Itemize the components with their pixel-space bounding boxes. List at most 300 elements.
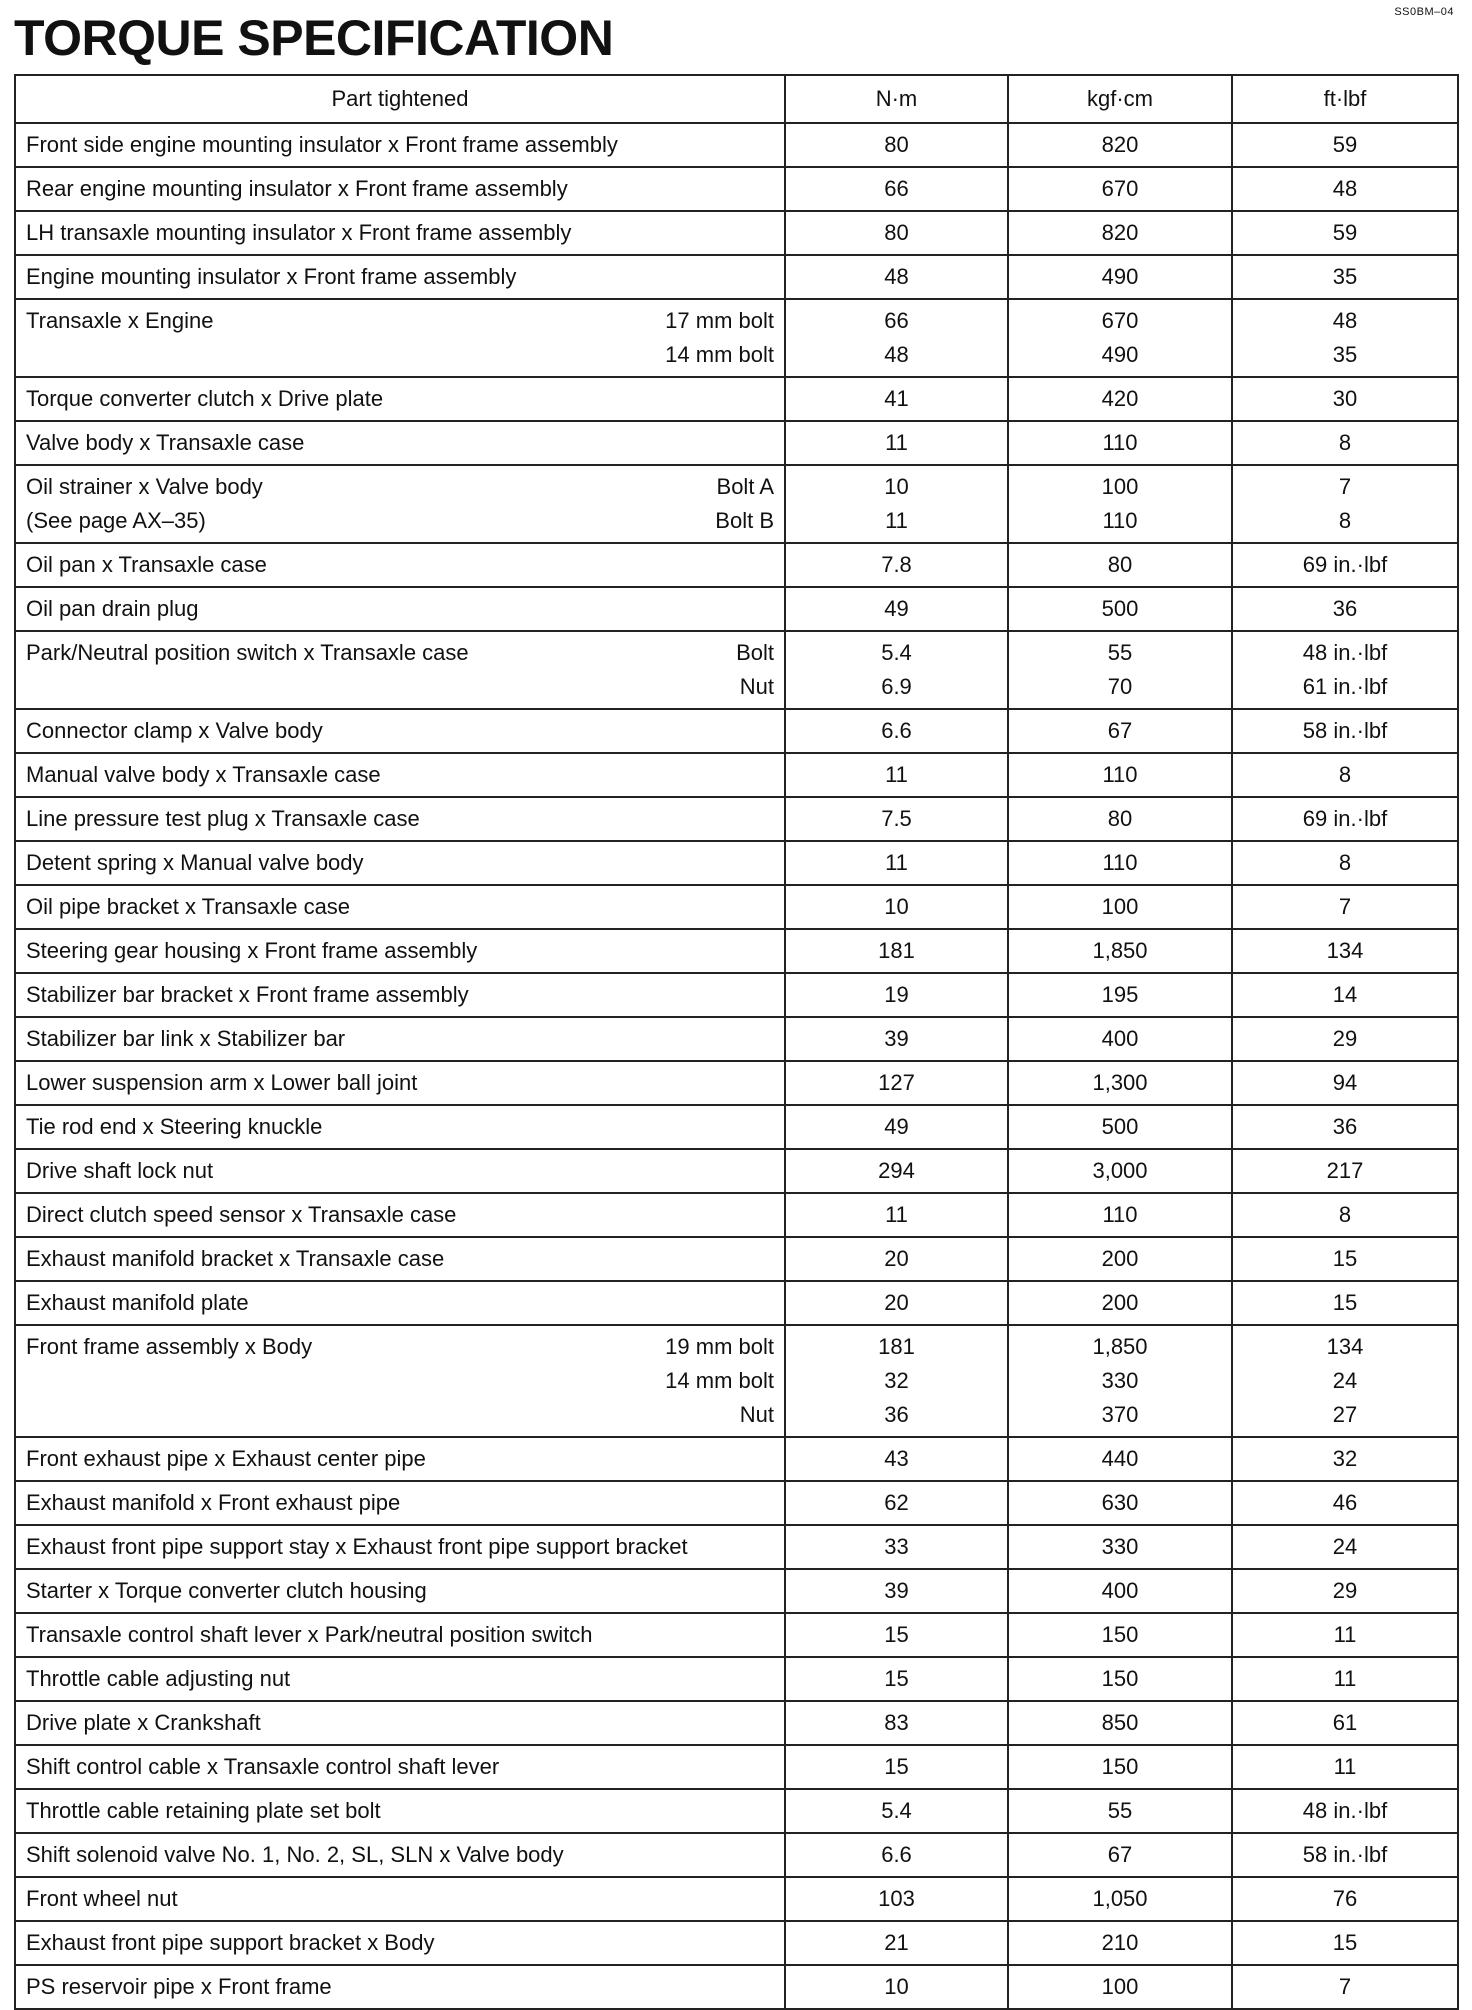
table-body	[15, 123, 1458, 2009]
table-row	[15, 465, 1458, 543]
part-line	[26, 1198, 774, 1232]
ftlbf-cell	[1232, 1061, 1458, 1105]
table-row	[15, 1657, 1458, 1701]
kgfcm-value: 420	[1101, 386, 1139, 411]
nm-cell	[785, 1105, 1008, 1149]
table-row	[15, 1921, 1458, 1965]
nm-cell	[785, 377, 1008, 421]
part-label: PS reservoir pipe x Front frame	[26, 1974, 332, 1999]
table-row	[15, 1281, 1458, 1325]
part-label: LH transaxle mounting insulator x Front frame assembly	[26, 220, 572, 245]
nm-cell	[785, 1437, 1008, 1481]
table-row	[15, 631, 1458, 709]
part-line	[26, 1242, 774, 1276]
part-cell	[15, 1569, 785, 1613]
part-label: Lower suspension arm x Lower ball joint	[26, 1070, 418, 1095]
kgfcm-value: 110	[1102, 762, 1138, 787]
ftlbf-value: 48 in.·lbf	[1302, 640, 1388, 665]
kgfcm-value: 80	[1107, 806, 1133, 831]
ftlbf-cell	[1232, 1745, 1458, 1789]
kgfcm-value: 490	[1101, 342, 1139, 367]
ftlbf-cell	[1232, 1281, 1458, 1325]
part-cell	[15, 211, 785, 255]
ftlbf-value: 58 in.·lbf	[1302, 1842, 1388, 1867]
ftlbf-value: 11	[1333, 1622, 1357, 1647]
header-part-tightened: Part tightened	[15, 75, 785, 123]
part-line	[26, 260, 774, 294]
part-label: Connector clamp x Valve body	[26, 718, 323, 743]
table-row	[15, 1193, 1458, 1237]
part-label: Engine mounting insulator x Front frame assembly	[26, 264, 517, 289]
part-label: Rear engine mounting insulator x Front frame assembly	[26, 176, 568, 201]
part-line	[26, 1110, 774, 1144]
part-label: Exhaust front pipe support stay x Exhaust front pipe support bracket	[26, 1534, 688, 1559]
nm-cell	[785, 421, 1008, 465]
nm-value: 43	[884, 1446, 909, 1471]
nm-cell	[785, 1481, 1008, 1525]
part-cell	[15, 973, 785, 1017]
part-cell	[15, 1193, 785, 1237]
ftlbf-value: 8	[1338, 762, 1352, 787]
kgfcm-cell	[1008, 1965, 1232, 2009]
ftlbf-cell	[1232, 1105, 1458, 1149]
kgfcm-value: 195	[1101, 982, 1139, 1007]
kgfcm-cell	[1008, 753, 1232, 797]
table-row	[15, 123, 1458, 167]
part-line	[26, 382, 774, 416]
ftlbf-value: 7	[1338, 1974, 1352, 1999]
part-label: Shift solenoid valve No. 1, No. 2, SL, SLN x Valve body	[26, 1842, 564, 1867]
nm-value: 6.6	[881, 718, 912, 743]
kgfcm-value: 150	[1101, 1622, 1139, 1647]
part-label: Starter x Torque converter clutch housing	[26, 1578, 427, 1603]
kgfcm-value: 80	[1107, 552, 1133, 577]
nm-value: 80	[884, 132, 909, 157]
ftlbf-cell	[1232, 1481, 1458, 1525]
kgfcm-cell	[1008, 1237, 1232, 1281]
kgfcm-cell	[1008, 1657, 1232, 1701]
kgfcm-cell	[1008, 211, 1232, 255]
nm-value: 83	[884, 1710, 909, 1735]
nm-cell	[785, 1921, 1008, 1965]
nm-value: 5.4	[881, 640, 912, 665]
nm-value: 11	[885, 430, 908, 455]
nm-value: 48	[884, 342, 909, 367]
header-ftlbf: ft·lbf	[1232, 75, 1458, 123]
part-cell	[15, 1657, 785, 1701]
part-line	[26, 1706, 774, 1740]
nm-cell	[785, 1237, 1008, 1281]
nm-cell	[785, 1525, 1008, 1569]
part-cell	[15, 1833, 785, 1877]
kgfcm-cell	[1008, 841, 1232, 885]
ftlbf-cell	[1232, 587, 1458, 631]
part-cell	[15, 1701, 785, 1745]
nm-value: 181	[878, 1334, 915, 1359]
nm-cell	[785, 753, 1008, 797]
kgfcm-value: 100	[1101, 474, 1139, 499]
ftlbf-value: 61	[1332, 1710, 1358, 1735]
table-row	[15, 885, 1458, 929]
nm-value: 7.5	[881, 806, 912, 831]
part-line	[26, 1286, 774, 1320]
part-line	[26, 1066, 774, 1100]
nm-value: 20	[884, 1290, 909, 1315]
kgfcm-cell	[1008, 1105, 1232, 1149]
nm-cell	[785, 1657, 1008, 1701]
nm-cell	[785, 255, 1008, 299]
nm-cell	[785, 587, 1008, 631]
part-cell	[15, 543, 785, 587]
part-note: 17 mm bolt	[665, 308, 774, 333]
nm-value: 10	[884, 474, 909, 499]
kgfcm-value: 3,000	[1092, 1158, 1148, 1183]
nm-cell	[785, 1061, 1008, 1105]
kgfcm-value: 1,850	[1092, 938, 1148, 963]
part-line	[26, 1618, 774, 1652]
ftlbf-cell	[1232, 1193, 1458, 1237]
ftlbf-cell	[1232, 1613, 1458, 1657]
part-label	[26, 338, 653, 372]
part-label: (See page AX–35)	[26, 508, 206, 533]
table-row	[15, 1061, 1458, 1105]
ftlbf-value: 134	[1326, 1334, 1364, 1359]
kgfcm-value: 330	[1101, 1534, 1139, 1559]
nm-cell	[785, 631, 1008, 709]
ftlbf-value: 8	[1338, 508, 1352, 533]
part-label: Stabilizer bar link x Stabilizer bar	[26, 1026, 346, 1051]
ftlbf-cell	[1232, 797, 1458, 841]
kgfcm-value: 330	[1101, 1368, 1139, 1393]
part-label	[26, 670, 728, 704]
kgfcm-cell	[1008, 929, 1232, 973]
part-line	[26, 846, 774, 880]
ftlbf-value: 76	[1332, 1886, 1358, 1911]
kgfcm-value: 370	[1101, 1402, 1139, 1427]
part-line	[26, 758, 774, 792]
part-line	[26, 1926, 774, 1960]
part-cell	[15, 421, 785, 465]
nm-value: 7.8	[881, 552, 912, 577]
part-line	[26, 1794, 774, 1828]
part-line	[26, 1154, 774, 1188]
kgfcm-cell	[1008, 631, 1232, 709]
part-line	[26, 1970, 774, 2004]
part-label: Throttle cable retaining plate set bolt	[26, 1798, 381, 1823]
table-row	[15, 841, 1458, 885]
kgfcm-value: 100	[1101, 1974, 1139, 1999]
kgfcm-cell	[1008, 1437, 1232, 1481]
part-cell	[15, 841, 785, 885]
kgfcm-value: 70	[1107, 674, 1133, 699]
table-row	[15, 1437, 1458, 1481]
ftlbf-cell	[1232, 1789, 1458, 1833]
nm-value: 66	[884, 176, 909, 201]
page-title: TORQUE SPECIFICATION	[14, 10, 614, 66]
part-line	[26, 1442, 774, 1476]
ftlbf-value: 35	[1332, 264, 1358, 289]
part-cell	[15, 797, 785, 841]
part-cell	[15, 1877, 785, 1921]
kgfcm-cell	[1008, 1481, 1232, 1525]
table-row	[15, 1569, 1458, 1613]
nm-cell	[785, 465, 1008, 543]
part-line	[26, 670, 774, 704]
table-row	[15, 1965, 1458, 2009]
nm-value: 48	[884, 264, 909, 289]
kgfcm-cell	[1008, 1789, 1232, 1833]
ftlbf-value: 48 in.·lbf	[1302, 1798, 1388, 1823]
nm-cell	[785, 123, 1008, 167]
part-label: Tie rod end x Steering knuckle	[26, 1114, 323, 1139]
part-cell	[15, 1149, 785, 1193]
table-row	[15, 167, 1458, 211]
ftlbf-value: 11	[1333, 1754, 1357, 1779]
part-cell	[15, 1325, 785, 1437]
kgfcm-cell	[1008, 1193, 1232, 1237]
kgfcm-value: 500	[1101, 1114, 1139, 1139]
kgfcm-value: 200	[1101, 1290, 1139, 1315]
header-nm: N·m	[785, 75, 1008, 123]
table-row	[15, 255, 1458, 299]
part-cell	[15, 465, 785, 543]
nm-cell	[785, 211, 1008, 255]
part-label: Front side engine mounting insulator x Front frame assembly	[26, 132, 618, 157]
part-label: Steering gear housing x Front frame assembly	[26, 938, 478, 963]
part-line	[26, 1530, 774, 1564]
nm-value: 32	[884, 1368, 909, 1393]
kgfcm-cell	[1008, 543, 1232, 587]
nm-value: 66	[884, 308, 909, 333]
kgfcm-cell	[1008, 1921, 1232, 1965]
nm-value: 6.6	[881, 1842, 912, 1867]
part-line	[26, 592, 774, 626]
table-row	[15, 973, 1458, 1017]
ftlbf-cell	[1232, 377, 1458, 421]
ftlbf-value: 36	[1332, 596, 1358, 621]
nm-cell	[785, 1965, 1008, 2009]
part-cell	[15, 1613, 785, 1657]
part-label: Oil pan x Transaxle case	[26, 552, 267, 577]
ftlbf-value: 15	[1332, 1246, 1358, 1271]
part-cell	[15, 1281, 785, 1325]
kgfcm-value: 440	[1101, 1446, 1139, 1471]
nm-cell	[785, 973, 1008, 1017]
ftlbf-value: 27	[1332, 1402, 1358, 1427]
ftlbf-cell	[1232, 299, 1458, 377]
nm-value: 11	[885, 508, 908, 533]
kgfcm-cell	[1008, 299, 1232, 377]
nm-cell	[785, 543, 1008, 587]
kgfcm-value: 820	[1101, 132, 1139, 157]
part-line	[26, 1022, 774, 1056]
ftlbf-cell	[1232, 1833, 1458, 1877]
part-cell	[15, 753, 785, 797]
part-note: 14 mm bolt	[665, 342, 774, 367]
nm-value: 15	[884, 1666, 909, 1691]
kgfcm-value: 55	[1107, 640, 1133, 665]
kgfcm-value: 100	[1101, 894, 1139, 919]
table-header-row	[15, 75, 1458, 123]
ftlbf-value: 46	[1332, 1490, 1358, 1515]
ftlbf-value: 217	[1326, 1158, 1364, 1183]
part-label: Exhaust manifold x Front exhaust pipe	[26, 1490, 401, 1515]
nm-cell	[785, 299, 1008, 377]
ftlbf-cell	[1232, 211, 1458, 255]
ftlbf-cell	[1232, 841, 1458, 885]
nm-cell	[785, 1281, 1008, 1325]
nm-cell	[785, 1017, 1008, 1061]
table-row	[15, 1877, 1458, 1921]
ftlbf-cell	[1232, 255, 1458, 299]
nm-value: 127	[878, 1070, 915, 1095]
kgfcm-cell	[1008, 1017, 1232, 1061]
kgfcm-value: 200	[1101, 1246, 1139, 1271]
table-row	[15, 421, 1458, 465]
part-note: Bolt A	[716, 474, 774, 499]
kgfcm-cell	[1008, 255, 1232, 299]
part-label: Front frame assembly x Body	[26, 1334, 313, 1359]
part-cell	[15, 1921, 785, 1965]
part-line	[26, 304, 774, 338]
kgfcm-cell	[1008, 1745, 1232, 1789]
kgfcm-cell	[1008, 1569, 1232, 1613]
table-row	[15, 797, 1458, 841]
part-label: Front exhaust pipe x Exhaust center pipe	[26, 1446, 426, 1471]
kgfcm-cell	[1008, 1525, 1232, 1569]
part-label: Oil strainer x Valve body	[26, 474, 263, 499]
part-line	[26, 1882, 774, 1916]
part-note: Nut	[739, 674, 774, 699]
ftlbf-value: 7	[1338, 474, 1352, 499]
part-line	[26, 172, 774, 206]
nm-value: 19	[884, 982, 909, 1007]
ftlbf-cell	[1232, 929, 1458, 973]
nm-value: 49	[884, 596, 909, 621]
part-cell	[15, 587, 785, 631]
ftlbf-cell	[1232, 421, 1458, 465]
kgfcm-value: 400	[1101, 1026, 1139, 1051]
part-label: Transaxle control shaft lever x Park/neutral position switch	[26, 1622, 593, 1647]
part-cell	[15, 1017, 785, 1061]
ftlbf-value: 59	[1332, 220, 1358, 245]
ftlbf-cell	[1232, 123, 1458, 167]
ftlbf-cell	[1232, 1149, 1458, 1193]
nm-cell	[785, 1877, 1008, 1921]
part-label: Stabilizer bar bracket x Front frame assembly	[26, 982, 469, 1007]
part-line	[26, 1398, 774, 1432]
kgfcm-value: 490	[1101, 264, 1139, 289]
part-note: Bolt B	[715, 508, 774, 533]
part-cell	[15, 1237, 785, 1281]
ftlbf-value: 61 in.·lbf	[1302, 674, 1388, 699]
part-note: 14 mm bolt	[665, 1368, 774, 1393]
kgfcm-value: 110	[1102, 508, 1138, 533]
nm-value: 62	[884, 1490, 909, 1515]
part-line	[26, 1838, 774, 1872]
nm-cell	[785, 1789, 1008, 1833]
part-label: Oil pan drain plug	[26, 596, 199, 621]
part-line	[26, 1486, 774, 1520]
ftlbf-value: 8	[1338, 1202, 1352, 1227]
ftlbf-value: 69 in.·lbf	[1302, 806, 1388, 831]
part-label: Detent spring x Manual valve body	[26, 850, 364, 875]
nm-value: 49	[884, 1114, 909, 1139]
kgfcm-cell	[1008, 1877, 1232, 1921]
table-row	[15, 299, 1458, 377]
ftlbf-cell	[1232, 1965, 1458, 2009]
part-line	[26, 470, 774, 504]
ftlbf-cell	[1232, 709, 1458, 753]
kgfcm-cell	[1008, 1833, 1232, 1877]
table-row	[15, 1525, 1458, 1569]
table-row	[15, 1325, 1458, 1437]
kgfcm-cell	[1008, 1701, 1232, 1745]
kgfcm-value: 850	[1101, 1710, 1139, 1735]
table-row	[15, 1745, 1458, 1789]
part-cell	[15, 631, 785, 709]
nm-cell	[785, 797, 1008, 841]
part-label: Line pressure test plug x Transaxle case	[26, 806, 420, 831]
header-kgfcm: kgf·cm	[1008, 75, 1232, 123]
part-label	[26, 1398, 728, 1432]
part-line	[26, 426, 774, 460]
ftlbf-cell	[1232, 1525, 1458, 1569]
part-label: Front wheel nut	[26, 1886, 178, 1911]
kgfcm-value: 110	[1102, 430, 1138, 455]
ftlbf-value: 58 in.·lbf	[1302, 718, 1388, 743]
part-label: Shift control cable x Transaxle control shaft lever	[26, 1754, 500, 1779]
part-label: Throttle cable adjusting nut	[26, 1666, 291, 1691]
kgfcm-value: 150	[1101, 1666, 1139, 1691]
kgfcm-value: 1,300	[1092, 1070, 1148, 1095]
part-label: Drive plate x Crankshaft	[26, 1710, 261, 1735]
ftlbf-value: 69 in.·lbf	[1302, 552, 1388, 577]
kgfcm-value: 110	[1102, 850, 1138, 875]
ftlbf-cell	[1232, 973, 1458, 1017]
kgfcm-value: 150	[1101, 1754, 1139, 1779]
ftlbf-value: 24	[1332, 1534, 1358, 1559]
kgfcm-cell	[1008, 167, 1232, 211]
table-row	[15, 709, 1458, 753]
part-note: 19 mm bolt	[665, 1334, 774, 1359]
nm-cell	[785, 709, 1008, 753]
ftlbf-value: 15	[1332, 1930, 1358, 1955]
table-row	[15, 587, 1458, 631]
ftlbf-value: 7	[1338, 894, 1352, 919]
ftlbf-value: 30	[1332, 386, 1358, 411]
kgfcm-value: 820	[1101, 220, 1139, 245]
part-cell	[15, 709, 785, 753]
table-row	[15, 753, 1458, 797]
part-label: Valve body x Transaxle case	[26, 430, 305, 455]
table-row	[15, 543, 1458, 587]
nm-value: 36	[884, 1402, 909, 1427]
part-cell	[15, 1525, 785, 1569]
part-line	[26, 128, 774, 162]
part-label: Manual valve body x Transaxle case	[26, 762, 381, 787]
nm-value: 103	[878, 1886, 915, 1911]
kgfcm-value: 670	[1101, 176, 1139, 201]
ftlbf-cell	[1232, 465, 1458, 543]
part-label: Oil pipe bracket x Transaxle case	[26, 894, 351, 919]
nm-value: 11	[885, 1202, 908, 1227]
part-label: Exhaust manifold bracket x Transaxle case	[26, 1246, 445, 1271]
nm-value: 294	[878, 1158, 915, 1183]
part-cell	[15, 1105, 785, 1149]
part-label	[26, 1364, 653, 1398]
part-cell	[15, 377, 785, 421]
